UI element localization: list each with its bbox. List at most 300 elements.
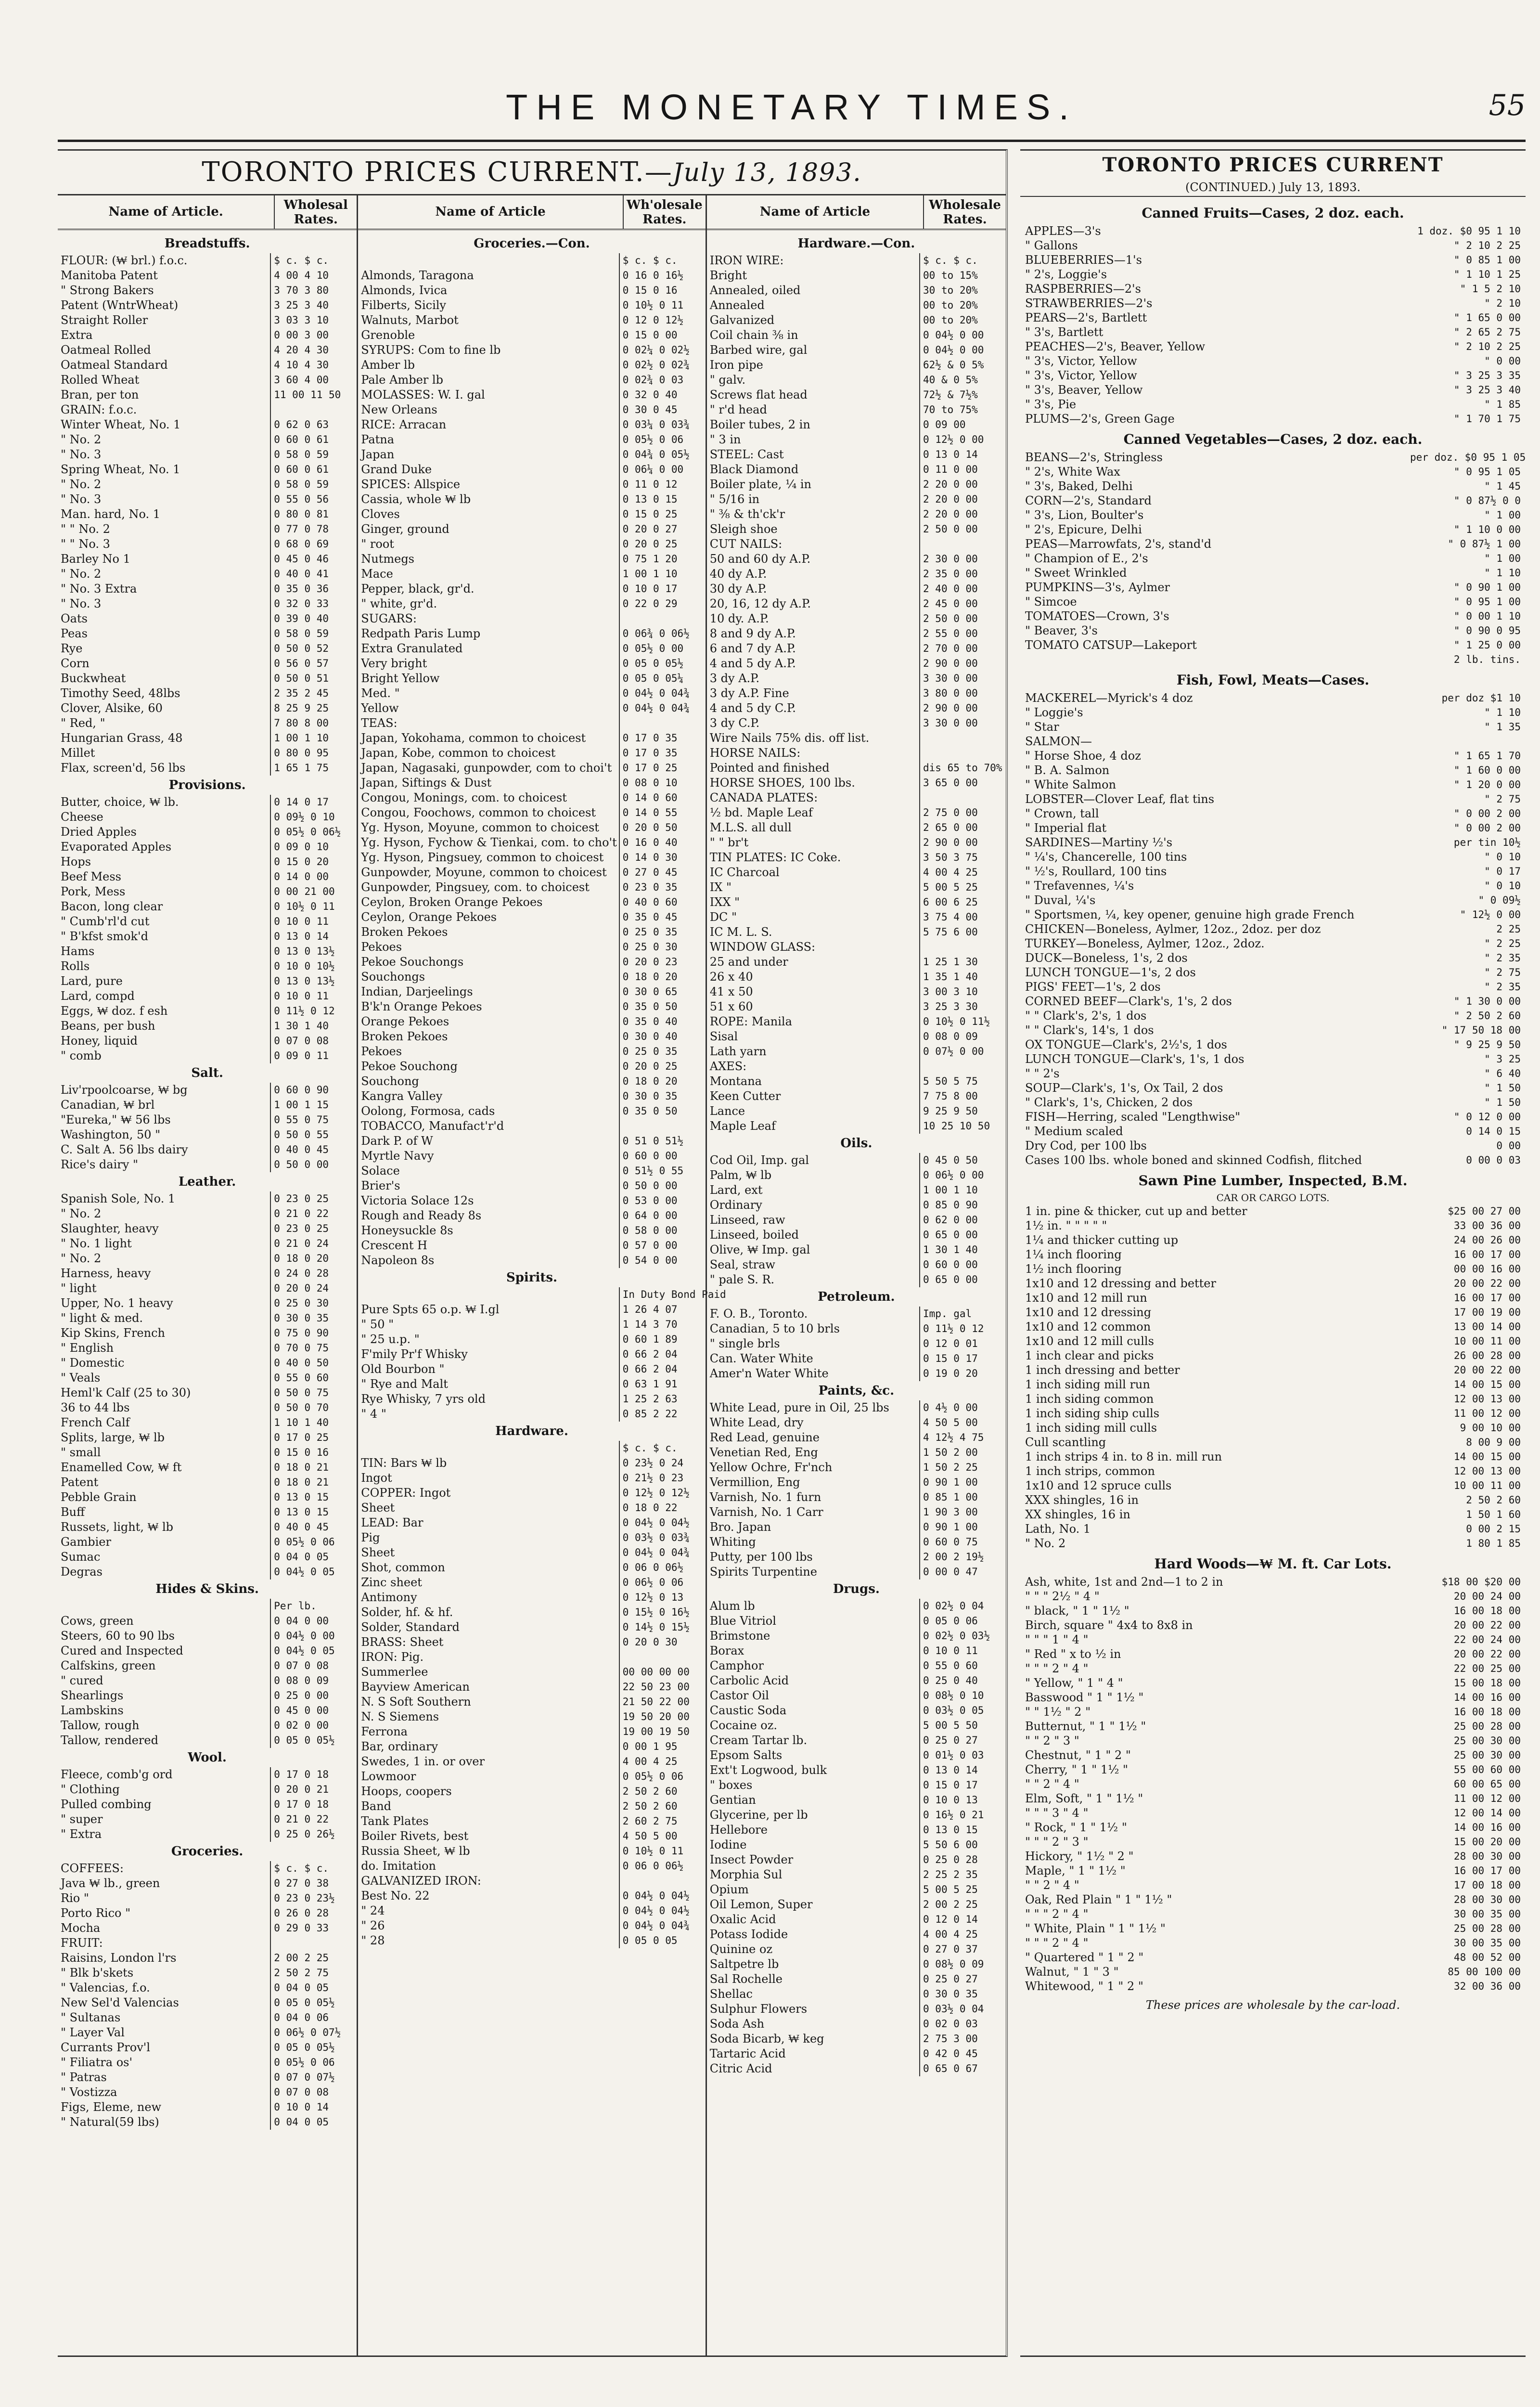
- article-name: [1025, 652, 1410, 667]
- table-row: [361, 1605, 703, 1620]
- article-name: Beef Mess: [61, 869, 271, 884]
- article-rate: " 0 90 1 00: [1453, 582, 1521, 593]
- table-row: [710, 1550, 1003, 1565]
- article-rate: 00 00 16 00: [1453, 1263, 1521, 1275]
- section-heading: Groceries.: [171, 1844, 244, 1859]
- article-name: Galvanized: [710, 313, 920, 328]
- article-name: XXX shingles, 16 in: [1025, 1493, 1139, 1507]
- table-row: [361, 522, 703, 537]
- article-rate: 0 58 0 59: [274, 479, 329, 490]
- table-row: [710, 447, 1003, 462]
- article-name: PIGS' FEET—1's, 2 dos: [1025, 980, 1161, 994]
- article-rate: 0 54 0 00: [622, 1255, 678, 1266]
- article-name: ROPE: Manila: [710, 1014, 920, 1029]
- article-rate: 10 00 11 00: [1453, 1480, 1521, 1491]
- article-name: IRON WIRE:: [710, 253, 920, 268]
- article-name: Lard, compd: [61, 989, 271, 1004]
- article-rate: " 1 70 1 75: [1453, 413, 1521, 425]
- article-rate: 0 07 0 07½: [274, 2071, 335, 2083]
- table-row: [1025, 720, 1521, 734]
- table-row: [61, 825, 354, 840]
- article-name: Congou, Monings, com. to choicest: [361, 790, 620, 805]
- article-name: Sulphur Flowers: [710, 2002, 920, 2017]
- table-row: [61, 974, 354, 989]
- article-name: " root: [361, 537, 620, 552]
- article-name: Harness, heavy: [61, 1266, 271, 1281]
- article-rate: 0 04¾ 0 05½: [622, 449, 690, 460]
- article-rate: 0 14 0 15: [1466, 1126, 1521, 1137]
- article-name: " white, gr'd.: [361, 596, 620, 611]
- article-name: Enamelled Cow, ₩ ft: [61, 1460, 271, 1475]
- article-name: Soda Bicarb, ₩ keg: [710, 2032, 920, 2046]
- article-rate: " 0 95 1 05: [1453, 466, 1521, 478]
- table-row: [710, 1198, 1003, 1213]
- article-rate: 2 50 2 60: [622, 1800, 678, 1812]
- article-rate: 3 75 4 00: [923, 911, 978, 923]
- table-row: [1025, 1936, 1521, 1950]
- article-rate: 0 08 0 09: [274, 1675, 329, 1686]
- table-row: [1025, 1392, 1521, 1406]
- article-name: Bayview American: [361, 1680, 620, 1695]
- article-rate: 11 00 12 00: [1453, 1408, 1521, 1419]
- table-row: [361, 477, 703, 492]
- article-rate: 0 10 0 10½: [274, 960, 335, 972]
- article-rate: 3 30 0 00: [923, 673, 978, 684]
- table-row: [710, 1838, 1003, 1852]
- article-name: Pepper, black, gr'd.: [361, 582, 620, 596]
- article-rate: 32 00 36 00: [1453, 1980, 1521, 1992]
- article-name: Oak, Red Plain " 1 " 1½ ": [1025, 1893, 1172, 1906]
- table-row: [710, 671, 1003, 686]
- table-row: [1025, 1632, 1521, 1647]
- table-row: [361, 268, 703, 283]
- article-rate: [620, 1874, 703, 1889]
- article-rate: 0 66 2 04: [622, 1348, 678, 1360]
- article-rate: [1410, 734, 1521, 749]
- article-rate: 0 50 0 75: [274, 1387, 329, 1398]
- article-rate: " 12½ 0 00: [1460, 909, 1521, 920]
- table-row: [710, 701, 1003, 716]
- article-name: Brier's: [361, 1178, 620, 1193]
- table-row: [1025, 936, 1521, 951]
- table-row: [61, 1614, 354, 1629]
- table-row: [361, 701, 703, 716]
- table-row: [1025, 1604, 1521, 1618]
- article-rate: 0 50 0 00: [274, 1159, 329, 1170]
- article-rate: 0 02 0 03: [923, 2018, 978, 2030]
- page-header: [58, 82, 1526, 142]
- article-rate: " 0 90 0 95: [1453, 625, 1521, 636]
- article-rate: 0 18 0 22: [622, 1502, 678, 1514]
- table-row: [61, 328, 354, 343]
- table-row: [61, 2010, 354, 2025]
- table-row: [1025, 1320, 1521, 1334]
- article-name: Winter Wheat, No. 1: [61, 417, 271, 432]
- table-row: [61, 1951, 354, 1966]
- section-heading: Leather.: [178, 1175, 236, 1189]
- article-name: Buff: [61, 1505, 271, 1520]
- article-name: N. S Soft Southern: [361, 1695, 620, 1709]
- article-name: Alum lb: [710, 1599, 920, 1614]
- article-rate: 0 13 0 15: [622, 493, 678, 505]
- article-rate: " 0 95 1 00: [1453, 596, 1521, 608]
- table-row: [61, 1326, 354, 1341]
- table-row: [1025, 1421, 1521, 1435]
- article-name: Rolls: [61, 959, 271, 974]
- article-rate: 0 23 0 25: [274, 1223, 329, 1234]
- table-row: [1025, 383, 1521, 397]
- article-name: Manitoba Patent: [61, 268, 271, 283]
- article-name: LUNCH TONGUE—Clark's, 1's, 1 dos: [1025, 1052, 1245, 1066]
- article-rate: 0 19 0 20: [923, 1368, 978, 1379]
- table-row: [61, 810, 354, 825]
- article-rate: " 3 25 3 40: [1453, 384, 1521, 396]
- table-row: [61, 2070, 354, 2085]
- article-name: TOBACCO, Manufact'r'd: [361, 1119, 620, 1134]
- article-rate: 60 00 65 00: [1453, 1778, 1521, 1790]
- article-rate: 0 02¼ 0 02½: [622, 344, 690, 356]
- article-name: Canadian, 5 to 10 brls: [710, 1321, 920, 1336]
- article-rate: 0 40 0 50: [274, 1357, 329, 1369]
- article-name: 1¼ inch flooring: [1025, 1248, 1122, 1261]
- article-rate: 22 50 23 00: [622, 1681, 690, 1693]
- table-row: [710, 1763, 1003, 1778]
- article-rate: 0 09½ 0 10: [274, 811, 335, 823]
- article-rate: [920, 940, 1003, 955]
- article-name: Almonds, Taragona: [361, 268, 620, 283]
- article-rate: 0 60 0 61: [274, 464, 329, 475]
- table-row: [710, 1987, 1003, 2002]
- article-name: Pale Amber lb: [361, 373, 620, 388]
- article-rate: 0 90 1 00: [923, 1521, 978, 1533]
- article-name: " 3's, Baked, Delhi: [1025, 479, 1133, 493]
- article-name: " Filiatra os': [61, 2055, 271, 2070]
- article-rate: " 2 25: [1484, 938, 1521, 949]
- table-row: [361, 1193, 703, 1208]
- article-name: Mocha: [61, 1921, 271, 1936]
- article-name: Soda Ash: [710, 2017, 920, 2032]
- table-row: [61, 1281, 354, 1296]
- article-rate: 0 16 0 16½: [622, 270, 684, 281]
- article-rate: Imp. gal: [923, 1308, 972, 1320]
- article-name: " Simcoe: [1025, 595, 1077, 608]
- article-rate: " 1 45: [1484, 480, 1521, 492]
- table-row: [710, 1153, 1003, 1168]
- table-row: [361, 641, 703, 656]
- table-row: [361, 940, 703, 955]
- article-rate: 0 63 1 91: [622, 1378, 678, 1390]
- article-rate: 0 06 0 06½: [622, 1860, 684, 1872]
- article-rate: 0 30 0 45: [622, 404, 678, 415]
- article-name: C. Salt A. 56 lbs dairy: [61, 1142, 271, 1157]
- table-row: [61, 959, 354, 974]
- article-rate: " 1 20 0 00: [1453, 779, 1521, 790]
- article-name: Broken Pekoes: [361, 925, 620, 940]
- table-row: [361, 1044, 703, 1059]
- article-name: Java ₩ lb., green: [61, 1876, 271, 1891]
- table-row: [710, 402, 1003, 417]
- article-rate: per doz $1 10: [1441, 692, 1521, 704]
- column-rows: [707, 230, 1006, 2076]
- table-row: [61, 1385, 354, 1400]
- article-rate: 14 00 15 00: [1453, 1451, 1521, 1462]
- table-row: [61, 1673, 354, 1688]
- article-rate: 0 26 0 28: [274, 1907, 329, 1919]
- table-row: [710, 880, 1003, 895]
- article-name: " No. 1 light: [61, 1236, 271, 1251]
- table-row: [1025, 368, 1521, 383]
- article-name: Degras: [61, 1565, 271, 1579]
- table-row: [710, 492, 1003, 507]
- article-name: DC ": [710, 910, 920, 925]
- article-name: Clover, Alsike, 60: [61, 701, 271, 716]
- article-rate: 0 12½ 0 13: [622, 1592, 684, 1603]
- article-name: " " 2 " 3 ": [1025, 1734, 1079, 1747]
- table-row: [1025, 450, 1526, 465]
- article-name: Patent (WntrWheat): [61, 298, 271, 313]
- article-name: 1 inch siding common: [1025, 1392, 1154, 1406]
- table-row: [1025, 1218, 1521, 1233]
- table-row: [61, 1098, 354, 1113]
- table-row: [361, 880, 703, 895]
- table-row: [361, 1074, 703, 1089]
- table-row: [710, 970, 1003, 984]
- article-rate: 0 20 0 30: [622, 1636, 678, 1648]
- table-row: [710, 611, 1003, 626]
- table-row: [1025, 1979, 1521, 1993]
- article-name: " No. 3 Extra: [61, 582, 271, 596]
- article-name: " " No. 3: [61, 537, 271, 552]
- article-name: Pig: [361, 1530, 620, 1545]
- table-row: [710, 1366, 1003, 1381]
- masthead-title: THE MONETARY TIMES.: [506, 87, 1078, 127]
- table-row: [710, 925, 1003, 940]
- article-rate: 0 58 0 00: [622, 1225, 678, 1236]
- table-row: [361, 1680, 703, 1695]
- article-rate: 15 00 20 00: [1453, 1836, 1521, 1848]
- section-heading: Oils.: [840, 1136, 873, 1151]
- article-rate: 2 90 0 00: [923, 702, 978, 714]
- article-name: " Loggie's: [1025, 706, 1083, 719]
- table-row: [710, 1520, 1003, 1535]
- article-rate: 85 00 100 00: [1448, 1966, 1521, 1978]
- table-row: [361, 1208, 703, 1223]
- article-name: Yg. Hyson, Moyune, common to choicest: [361, 820, 620, 835]
- article-name: " Clark's, 1's, Chicken, 2 dos: [1025, 1096, 1193, 1109]
- table-row: [710, 2032, 1003, 2046]
- article-name: Citric Acid: [710, 2061, 920, 2076]
- table-row: [1025, 1618, 1521, 1632]
- table-row: [1025, 551, 1521, 566]
- article-rate: 0 10 0 11: [274, 916, 329, 927]
- article-rate: " 0 00 2 00: [1453, 808, 1521, 819]
- article-rate: 0 12 0 01: [923, 1338, 978, 1349]
- article-rate: 0 24 0 28: [274, 1268, 329, 1279]
- article-rate: 0 05½ 0 00: [622, 643, 684, 654]
- table-row: [61, 582, 354, 596]
- article-name: " Red, ": [61, 716, 271, 731]
- article-rate: " 2 65 2 75: [1453, 326, 1521, 338]
- article-rate: " 1 35: [1484, 721, 1521, 733]
- table-row: [361, 1501, 703, 1515]
- article-name: 1 inch strips 4 in. to 8 in. mill run: [1025, 1450, 1222, 1463]
- table-row: [61, 1861, 354, 1876]
- article-name: Montana: [710, 1074, 920, 1089]
- table-row: [1025, 1449, 1521, 1464]
- table-row: [361, 910, 703, 925]
- article-name: Napoleon 8s: [361, 1253, 620, 1268]
- article-rate: $25 00 27 00: [1448, 1205, 1521, 1217]
- article-name: " 28: [361, 1933, 620, 1948]
- article-name: Ferrona: [361, 1724, 620, 1739]
- table-row: [710, 1733, 1003, 1748]
- article-rate: 0 05½ 0 06: [622, 434, 684, 445]
- article-rate: 70 to 75%: [923, 404, 978, 415]
- table-row: [1025, 1892, 1521, 1907]
- table-row: [1025, 1037, 1521, 1052]
- table-row: [361, 328, 703, 343]
- article-rate: 0 02 0 00: [274, 1720, 329, 1731]
- article-name: " ¼'s, Chancerelle, 100 tins: [1025, 850, 1187, 864]
- table-row: [710, 686, 1003, 701]
- article-name: Annealed, oiled: [710, 283, 920, 298]
- table-row: [361, 1874, 703, 1889]
- article-name: PEACHES—2's, Beaver, Yellow: [1025, 340, 1206, 353]
- table-row: [361, 507, 703, 522]
- article-rate: 0 11 0 12: [622, 479, 678, 490]
- article-rate: 0 20 0 27: [622, 523, 678, 535]
- article-rate: " 3 25 3 35: [1453, 370, 1521, 381]
- column-header-rates: Wholesale Rates.: [929, 198, 1001, 227]
- article-rate: 0 80 0 81: [274, 508, 329, 520]
- article-name: " 3's, Lion, Boulter's: [1025, 508, 1144, 522]
- article-name: " Trefavennes, ¼'s: [1025, 879, 1134, 893]
- table-row: [1025, 311, 1521, 325]
- article-name: 4 and 5 dy A.P.: [710, 656, 920, 671]
- article-name: Cassia, whole ₩ lb: [361, 492, 620, 507]
- table-row: [361, 746, 703, 761]
- section-heading: Hardware.: [495, 1424, 568, 1438]
- article-rate: 5 00 5 50: [923, 1720, 978, 1731]
- table-row: [710, 984, 1003, 999]
- table-row: [61, 1048, 354, 1063]
- article-name: Potass Iodide: [710, 1927, 920, 1942]
- table-row: [361, 1149, 703, 1164]
- article-rate: 0 18 0 21: [274, 1476, 329, 1488]
- article-rate: 0 51½ 0 55: [622, 1165, 684, 1177]
- article-name: " Vostizza: [61, 2085, 271, 2100]
- table-row: [361, 1784, 703, 1799]
- article-name: CORN—2's, Standard: [1025, 494, 1152, 507]
- table-row: [710, 373, 1003, 388]
- page-number: 55: [1489, 89, 1526, 122]
- article-rate: 16 00 17 00: [1453, 1292, 1521, 1304]
- table-row: [710, 1808, 1003, 1823]
- article-name: GRAIN: f.o.c.: [61, 402, 271, 417]
- article-rate: 0 50 0 52: [274, 643, 329, 654]
- table-row: [1025, 994, 1521, 1009]
- article-rate: 00 to 15%: [923, 270, 978, 281]
- article-name: " black, " 1 " 1½ ": [1025, 1604, 1129, 1618]
- article-name: Congou, Foochows, common to choicest: [361, 805, 620, 820]
- article-rate: 1 35 1 40: [923, 971, 978, 983]
- table-row: [61, 1356, 354, 1371]
- article-rate: 9 00 10 00: [1460, 1422, 1521, 1434]
- table-row: [1025, 1139, 1521, 1153]
- article-rate: " 2 10 2 25: [1453, 240, 1521, 251]
- article-rate: 0 18 0 20: [622, 971, 678, 983]
- article-rate: 24 00 26 00: [1453, 1234, 1521, 1246]
- table-row: [61, 656, 354, 671]
- table-row: [710, 1014, 1003, 1029]
- article-rate: 0 05 0 05½: [274, 1734, 335, 1746]
- section-heading: Groceries.—Con.: [474, 236, 590, 251]
- section-heading: Petroleum.: [818, 1290, 895, 1304]
- article-name: " 4 ": [361, 1407, 620, 1422]
- table-row: [361, 984, 703, 999]
- article-rate: 0 30 0 35: [622, 1090, 678, 1102]
- article-name: 1½ inch flooring: [1025, 1262, 1122, 1276]
- article-name: Solder, hf. & hf.: [361, 1605, 620, 1620]
- article-name: Cows, green: [61, 1614, 271, 1629]
- article-name: 1 inch siding ship culls: [1025, 1407, 1160, 1420]
- article-name: Japan, Nagasaki, gunpowder, com to choi't: [361, 761, 620, 776]
- article-rate: 2 50 2 60: [622, 1786, 678, 1797]
- table-row: [1025, 1863, 1521, 1878]
- article-name: Shot, common: [361, 1560, 620, 1575]
- table-row: [361, 1665, 703, 1680]
- article-rate: 5 00 5 25: [923, 1884, 978, 1895]
- table-row: [1025, 1262, 1521, 1276]
- article-rate: 2 45 0 00: [923, 598, 978, 609]
- table-row: [361, 1695, 703, 1709]
- article-rate: 26 00 28 00: [1453, 1350, 1521, 1361]
- main-price-table: [58, 149, 1008, 2357]
- article-rate: 0 04 0 05: [274, 1551, 329, 1563]
- article-name: Millet: [61, 746, 271, 761]
- article-rate: " 0 00 1 10: [1453, 610, 1521, 622]
- article-name: 1 inch siding mill run: [1025, 1378, 1150, 1391]
- table-row: [1025, 1052, 1521, 1066]
- table-row: [710, 716, 1003, 731]
- article-name: " No. 2: [61, 432, 271, 447]
- article-name: " " br't: [710, 835, 920, 850]
- article-rate: $ c. $ c.: [923, 255, 978, 266]
- table-row: [361, 373, 703, 388]
- article-rate: 0 51 0 51½: [622, 1135, 684, 1147]
- table-row: [61, 884, 354, 899]
- article-rate: 3 25 3 40: [274, 299, 329, 311]
- main-title: [58, 151, 1006, 195]
- article-rate: 1 50 2 25: [923, 1462, 978, 1473]
- article-name: 1¼ and thicker cutting up: [1025, 1233, 1179, 1247]
- table-row: [361, 1814, 703, 1829]
- article-rate: 0 01½ 0 03: [923, 1749, 984, 1761]
- article-name: 36 to 44 lbs: [61, 1400, 271, 1415]
- article-name: Calfskins, green: [61, 1658, 271, 1673]
- article-rate: 2 90 0 00: [923, 658, 978, 669]
- article-rate: 0 56 0 57: [274, 658, 329, 669]
- article-name: " No. 3: [61, 447, 271, 462]
- table-row: [61, 537, 354, 552]
- main-title-date: July 13, 1893.: [672, 158, 862, 187]
- article-name: COPPER: Ingot: [361, 1486, 620, 1501]
- article-name: ½ bd. Maple Leaf: [710, 805, 920, 820]
- article-rate: 33 00 36 00: [1453, 1220, 1521, 1231]
- article-name: Iron pipe: [710, 358, 920, 373]
- table-row: [710, 1445, 1003, 1460]
- article-rate: $ c. $ c.: [274, 255, 329, 266]
